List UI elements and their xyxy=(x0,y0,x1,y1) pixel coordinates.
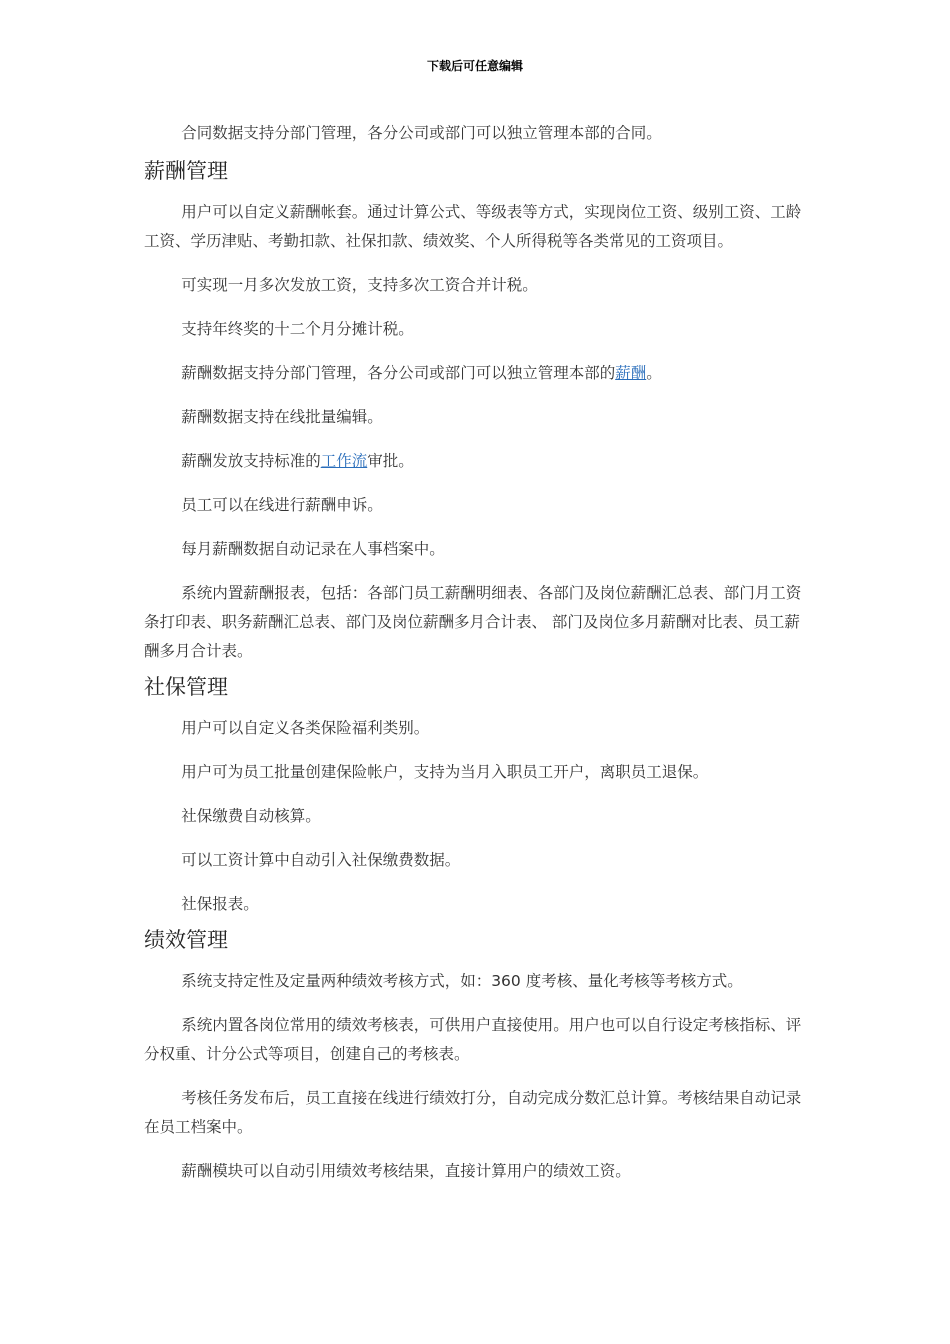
page-header: 下载后可任意编辑 xyxy=(426,59,523,73)
section-heading-performance: 绩效管理 xyxy=(144,928,228,952)
salary-paragraph-4 xyxy=(144,359,812,388)
document-body xyxy=(144,119,812,1186)
salary-p6-text: 薪酬发放支持标准的 xyxy=(181,452,321,470)
social-paragraph-3: 社保缴费自动核算。 xyxy=(181,807,321,825)
section-heading-social: 社保管理 xyxy=(144,675,228,699)
salary-p4-end: 。 xyxy=(646,364,662,382)
salary-paragraph-3: 支持年终奖的十二个月分摊计税。 xyxy=(181,320,414,338)
salary-p4-text: 薪酬数据支持分部门管理，各分公司或部门可以独立管理本部的 xyxy=(181,364,616,382)
salary-paragraph-8: 每月薪酬数据自动记录在人事档案中。 xyxy=(181,540,445,558)
social-paragraph-1: 用户可以自定义各类保险福利类别。 xyxy=(181,719,430,737)
section-heading-salary: 薪酬管理 xyxy=(144,159,228,183)
workflow-link[interactable]: 工作流 xyxy=(320,452,368,470)
salary-paragraph-1: 用户可以自定义薪酬帐套。通过计算公式、等级表等方式，实现岗位工资、级别工资、工龄工资、学历津贴、考勤扣款、社保扣款、绩效奖、个人所得税等各类常见的工资项目。 xyxy=(144,203,802,250)
performance-paragraph-3: 考核任务发布后，员工直接在线进行绩效打分，自动完成分数汇总计算。考核结果自动记录在员工档案中。 xyxy=(144,1089,802,1136)
performance-paragraph-1: 系统支持定性及定量两种绩效考核方式，如：360 度考核、量化考核等考核方式。 xyxy=(181,972,743,990)
social-paragraph-5: 社保报表。 xyxy=(181,895,259,913)
salary-paragraph-2: 可实现一月多次发放工资，支持多次工资合并计税。 xyxy=(181,276,538,294)
salary-link[interactable]: 薪酬 xyxy=(615,364,647,382)
social-paragraph-4: 可以工资计算中自动引入社保缴费数据。 xyxy=(181,851,461,869)
salary-paragraph-9: 系统内置薪酬报表，包括：各部门员工薪酬明细表、各部门及岗位薪酬汇总表、部门月工资条打印表、职务薪酬汇总表、部门及岗位薪酬多月合计表、 部门及岗位多月薪酬对比表、员工薪酬多月合计表。 xyxy=(144,584,802,660)
social-paragraph-2: 用户可为员工批量创建保险帐户，支持为当月入职员工开户，离职员工退保。 xyxy=(181,763,709,781)
salary-p6-end: 审批。 xyxy=(367,452,414,470)
performance-paragraph-2: 系统内置各岗位常用的绩效考核表，可供用户直接使用。用户也可以自行设定考核指标、评分权重、计分公式等项目，创建自己的考核表。 xyxy=(144,1016,802,1063)
salary-paragraph-6 xyxy=(144,447,812,476)
salary-paragraph-7: 员工可以在线进行薪酬申诉。 xyxy=(181,496,383,514)
performance-paragraph-4: 薪酬模块可以自动引用绩效考核结果，直接计算用户的绩效工资。 xyxy=(181,1162,631,1180)
intro-paragraph: 合同数据支持分部门管理，各分公司或部门可以独立管理本部的合同。 xyxy=(181,124,662,142)
salary-paragraph-5: 薪酬数据支持在线批量编辑。 xyxy=(181,408,383,426)
